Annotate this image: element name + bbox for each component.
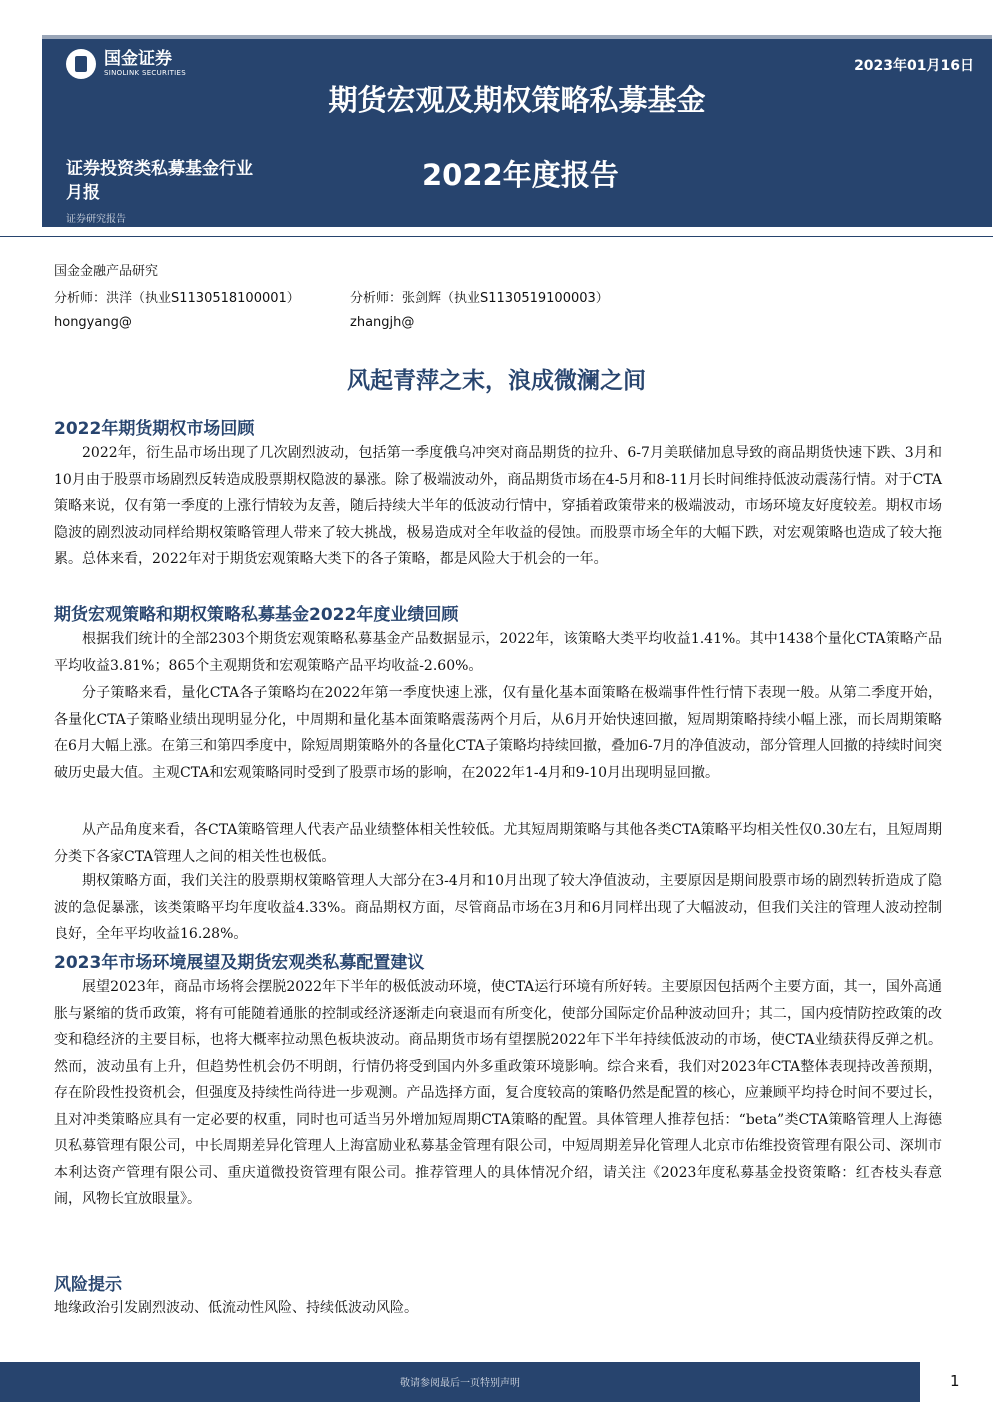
section-title-risk: 风险提示 <box>54 1275 122 1295</box>
analyst-1-email[interactable]: hongyang@ <box>54 315 132 330</box>
header-divider <box>0 236 993 237</box>
footer-notice: 敬请参阅最后一页特别声明 <box>400 1378 520 1389</box>
report-subcategory: 证券研究报告 <box>66 214 126 225</box>
report-header <box>42 35 992 227</box>
report-date: 2023年01月16日 <box>854 58 974 74</box>
paragraph: 从产品角度来看，各CTA策略管理人代表产品业绩整体相关性较低。尤其短周期策略与其他各类CTA策略平均相关性仅0.30左右，且短周期分类下各家CTA管理人之间的相关性也极低。 <box>54 822 942 865</box>
paragraph: 根据我们统计的全部2303个期货宏观策略私募基金产品数据显示，2022年，该策略大类平均收益1.41%。其中1438个量化CTA策略产品平均收益3.81%；865个主观期货和宏观策略产品平均收益-2.60%。 <box>54 631 942 674</box>
header-top-line <box>42 35 992 39</box>
company-logo <box>66 49 186 79</box>
logo-text <box>104 50 186 78</box>
page-number: 1 <box>950 1372 960 1390</box>
report-subtitle: 风起青萍之末，浪成微澜之间 <box>347 368 646 394</box>
research-org: 国金金融产品研究 <box>54 264 159 279</box>
analyst-1: 分析师：洪洋（执业S1130518100001） <box>54 291 300 306</box>
paragraph: 展望2023年，商品市场将会摆脱2022年下半年的极低波动环境，使CTA运行环境有所好转。主要原因包括两个主要方面，其一，国外高通胀与紧缩的货币政策，将有可能随着通胀的控制或经济逐渐走向衰退而有所变化，使部分国际定价品种波动回升；其二，国内疫情防控政策的改变和稳经济的主要目标，也将大概率拉动黑色板块波动。商品期货市场有望摆脱2022年下半年持续低波动的市场，使CTA业绩获得反弹之机。然而，波动虽有上升，但趋势性机会仍不明朗，行情仍将受到国内外多重政策环境影响。综合来看，我们对2023年CTA整体表现持改善预期，存在阶段性投资机会，但强度及持续性尚待进一步观测。产品选择方面，复合度较高的策略仍然是配置的核心，应兼顾平均持仓时间不要过长，且对冲类策略应具有一定必要的权重，同时也可适当另外增加短周期CTA策略的配置。具体管理人推荐包括：“beta”类CTA策略管理人上海德贝私募管理有限公司，中长周期差异化管理人上海富励业私募基金管理有限公司，中短周期差异化管理人北京市佑维投资管理有限公司、深圳市本利达资产管理有限公司、重庆道微投资管理有限公司。推荐管理人的具体情况介绍，请关注《2023年度私募基金投资策略：红杏枝头春意闹，风物长宜放眼量》。 <box>54 979 942 1207</box>
paragraph: 分子策略来看，量化CTA各子策略均在2022年第一季度快速上涨，仅有量化基本面策略在极端事件性行情下表现一般。从第二季度开始，各量化CTA子策略业绩出现明显分化，中周期和量化基本面策略震荡两个月后，从6月开始快速回撤，短周期策略持续小幅上涨，而长周期策略在6月大幅上涨。在第三和第四季度中，除短周期策略外的各量化CTA子策略均持续回撤，叠加6-7月的净值波动，部分管理人回撤的持续时间突破历史最大值。主观CTA和宏观策略同时受到了股票市场的影响，在2022年1-4月和9-10月出现明显回撤。 <box>54 685 942 781</box>
logo-icon <box>66 49 96 79</box>
section-title-performance-review: 期货宏观策略和期权策略私募基金2022年度业绩回顾 <box>54 605 459 625</box>
page-footer <box>0 1362 993 1404</box>
logo-en: SINOLINK SECURITIES <box>104 69 186 77</box>
report-category: 证券投资类私募基金行业月报 <box>66 159 253 203</box>
analyst-2-email[interactable]: zhangjh@ <box>350 315 415 330</box>
paragraph: 期权策略方面，我们关注的股票期权策略管理人大部分在3-4月和10月出现了较大净值波动，主要原因是期间股票市场的剧烈转折造成了隐波的急促暴涨，该类策略平均年度收益4.33%。商品期权方面，尽管商品市场在3月和6月同样出现了大幅波动，但我们关注的管理人波动控制良好，全年平均收益16.28%。 <box>54 873 942 942</box>
section-title-outlook: 2023年市场环境展望及期货宏观类私募配置建议 <box>54 953 425 973</box>
analyst-2: 分析师：张剑辉（执业S1130519100003） <box>350 291 609 306</box>
logo-cn: 国金证券 <box>104 49 172 69</box>
report-title-line1: 期货宏观及期权策略私募基金 <box>328 83 706 117</box>
paragraph: 地缘政治引发剧烈波动、低流动性风险、持续低波动风险。 <box>54 1300 418 1316</box>
section-title-market-review: 2022年期货期权市场回顾 <box>54 419 255 439</box>
paragraph: 2022年，衍生品市场出现了几次剧烈波动，包括第一季度俄乌冲突对商品期货的拉升、6-7月美联储加息导致的商品期货快速下跌、3月和10月由于股票市场剧烈反转造成股票期权隐波的暴涨。除了极端波动外，商品期货市场在4-5月和8-11月长时间维持低波动震荡行情。对于CTA策略来说，仅有第一季度的上涨行情较为友善，随后持续大半年的低波动行情中，穿插着政策带来的极端波动，市场环境友好度较差。期权市场隐波的剧烈波动同样给期权策略管理人带来了较大挑战，极易造成对全年收益的侵蚀。而股票市场全年的大幅下跌，对宏观策略也造成了较大拖累。总体来看，2022年对于期货宏观策略大类下的各子策略，都是风险大于机会的一年。 <box>54 445 942 567</box>
report-title-line2: 2022年度报告 <box>422 158 619 192</box>
